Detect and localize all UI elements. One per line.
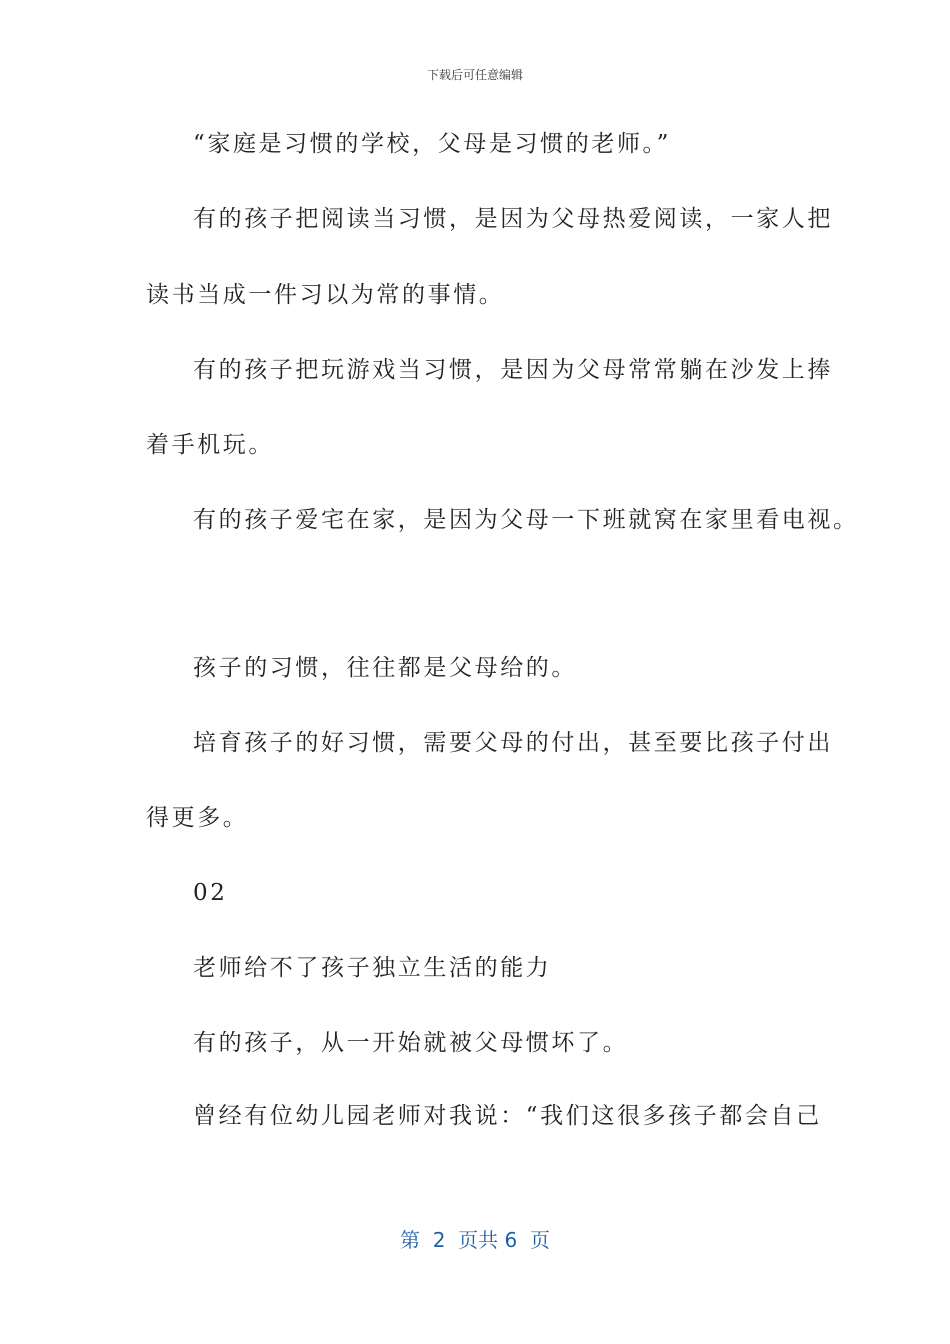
paragraph-line: 读书当成一件习以为常的事情。 — [146, 282, 505, 308]
paragraph-line: 有的孩子把阅读当习惯，是因为父母热爱阅读，一家人把 — [193, 206, 833, 232]
paragraph-line: 培育孩子的好习惯，需要父母的付出，甚至要比孩子付出 — [193, 730, 833, 756]
paragraph-line: 有的孩子，从一开始就被父母惯坏了。 — [193, 1030, 629, 1056]
paragraph-line: 有的孩子把玩游戏当习惯，是因为父母常常躺在沙发上捧 — [193, 357, 833, 383]
paragraph-line: “家庭是习惯的学校，父母是习惯的老师。” — [193, 131, 672, 157]
paragraph-line: 着手机玩。 — [146, 432, 274, 458]
page-header: 下载后可任意编辑 — [426, 68, 523, 82]
paragraph-line: 曾经有位幼儿园老师对我说：“我们这很多孩子都会自己 — [193, 1103, 822, 1129]
paragraph-line: 有的孩子爱宅在家，是因为父母一下班就窝在家里看电视。 — [193, 507, 859, 533]
paragraph-line: 得更多。 — [146, 805, 249, 831]
section-number: 02 — [193, 880, 228, 906]
paragraph-line: 孩子的习惯，往往都是父母给的。 — [193, 655, 577, 681]
page-number-footer: 第 2 页共 6 页 — [400, 1228, 550, 1252]
section-heading: 老师给不了孩子独立生活的能力 — [193, 955, 552, 981]
